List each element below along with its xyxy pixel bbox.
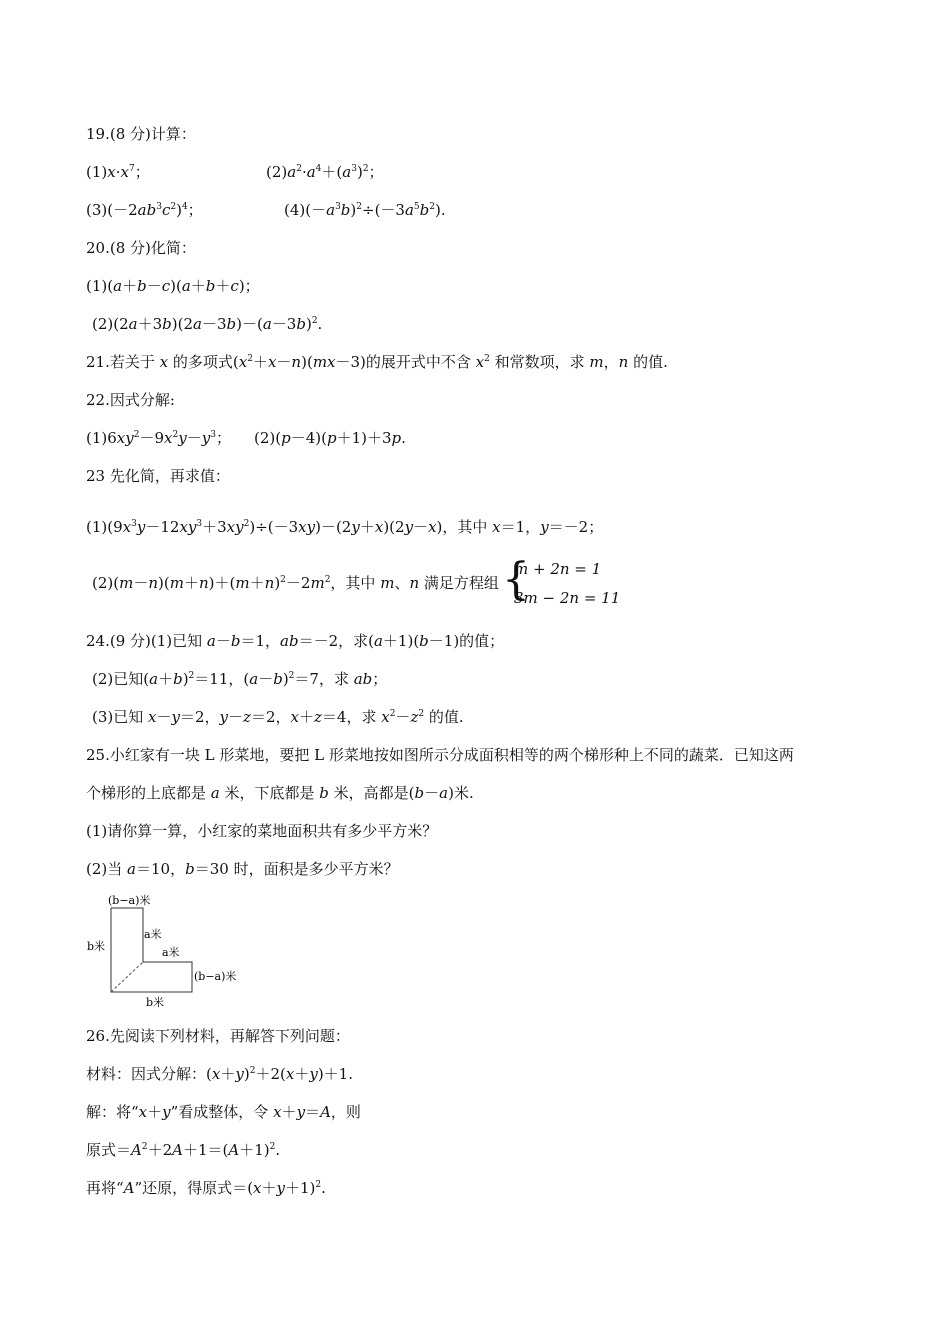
q25-part2: (2)当 a＝10，b＝30 时，面积是多少平方米？ — [86, 860, 399, 878]
equation-system-line-2: 3m − 2n = 11 — [514, 589, 621, 607]
q24-part3: (3)已知 x－y＝2，y－z＝2，x＋z＝4，求 $x^2-z^2$ 的值. — [92, 708, 464, 726]
q19-part1: $(1)x\cdot x^7$； — [86, 163, 150, 181]
q26-solution: 解：将“x＋y”看成整体，令 x＋y＝A，则 — [86, 1103, 361, 1121]
q22-part1: $(1)6xy^2-9x^2y-y^3$； — [86, 429, 231, 447]
q26-restore: 再将“A”还原，得原式$=(x+y+1)^2$. — [86, 1179, 326, 1197]
label-bottom: b米 — [146, 996, 165, 1009]
l-shape-outline — [111, 908, 192, 992]
q23-title: 23 先化简，再求值： — [86, 467, 230, 485]
q24-part1: 24.(9 分)(1)已知 a－b＝1，ab＝－2，求(a＋1)(b－1)的值； — [86, 632, 505, 650]
q26-material: 材料：因式分解：$(x+y)^2+2(x+y)+1$. — [86, 1065, 353, 1083]
label-top: (b−a)米 — [108, 894, 151, 907]
q24-part2: (2)已知$(a+b)^2=11$，$(a-b)^2=7$，求 ab； — [92, 670, 388, 688]
label-left: b米 — [87, 940, 106, 953]
q26-title: 26.先阅读下列材料，再解答下列问题： — [86, 1027, 350, 1045]
q20-title: 20.(8 分)化简： — [86, 239, 196, 257]
q22-part2: (2)(p－4)(p＋1)＋3p. — [254, 429, 406, 447]
q25-line2: 个梯形的上底都是 a 米，下底都是 b 米，高都是(b－a)米. — [86, 784, 474, 802]
equation-system-brace: { — [502, 554, 530, 605]
q25-part1: (1)请你算一算，小红家的菜地面积共有多少平方米？ — [86, 822, 438, 840]
q23-part1: $(1)(9x^3y-12xy^3+3xy^2)\div(-3xy)-(2y+x)(2y-x)$，其中 x＝1，y＝－2； — [86, 518, 604, 536]
label-right: (b−a)米 — [194, 970, 237, 983]
q19-part4: $(4)(-a^3b)^2\div(-3a^5b^2)$. — [284, 201, 446, 219]
q25-line1: 25.小红家有一块 L 形菜地，要把 L 形菜地按如图所示分成面积相等的两个梯形种上不同的蔬菜．已知这两 — [86, 746, 794, 764]
q21-text: 21.若关于 x 的多项式$(x^2+x-n)(mx-3)$的展开式中不含 $x^2$ 和常数项，求 m，n 的值. — [86, 353, 668, 371]
label-inner-vertical: a米 — [144, 928, 162, 941]
q20-part1: (1)(a＋b－c)(a＋b＋c)； — [86, 277, 260, 295]
q19-title: 19.(8 分)计算： — [86, 125, 196, 143]
q19-part3: $(3)(-2ab^3c^2)^4$； — [86, 201, 203, 219]
l-shaped-garden-figure — [82, 890, 262, 1010]
label-inner-horizontal: a米 — [162, 946, 180, 959]
q26-expansion: 原式$=A^2+2A+1=(A+1)^2$. — [86, 1141, 281, 1159]
q20-part2: $(2)(2a+3b)(2a-3b)-(a-3b)^2$. — [92, 315, 323, 333]
q22-title: 22.因式分解: — [86, 391, 175, 409]
l-shape-diagonal — [111, 962, 143, 992]
q23-part2: $(2)(m-n)(m+n)+(m+n)^2-2m^2$，其中 m、n 满足方程组 — [92, 574, 499, 592]
equation-system-line-1: m + 2n = 1 — [514, 560, 602, 578]
q19-part2: $(2)a^2\cdot a^4+(a^3)^2$； — [266, 163, 384, 181]
